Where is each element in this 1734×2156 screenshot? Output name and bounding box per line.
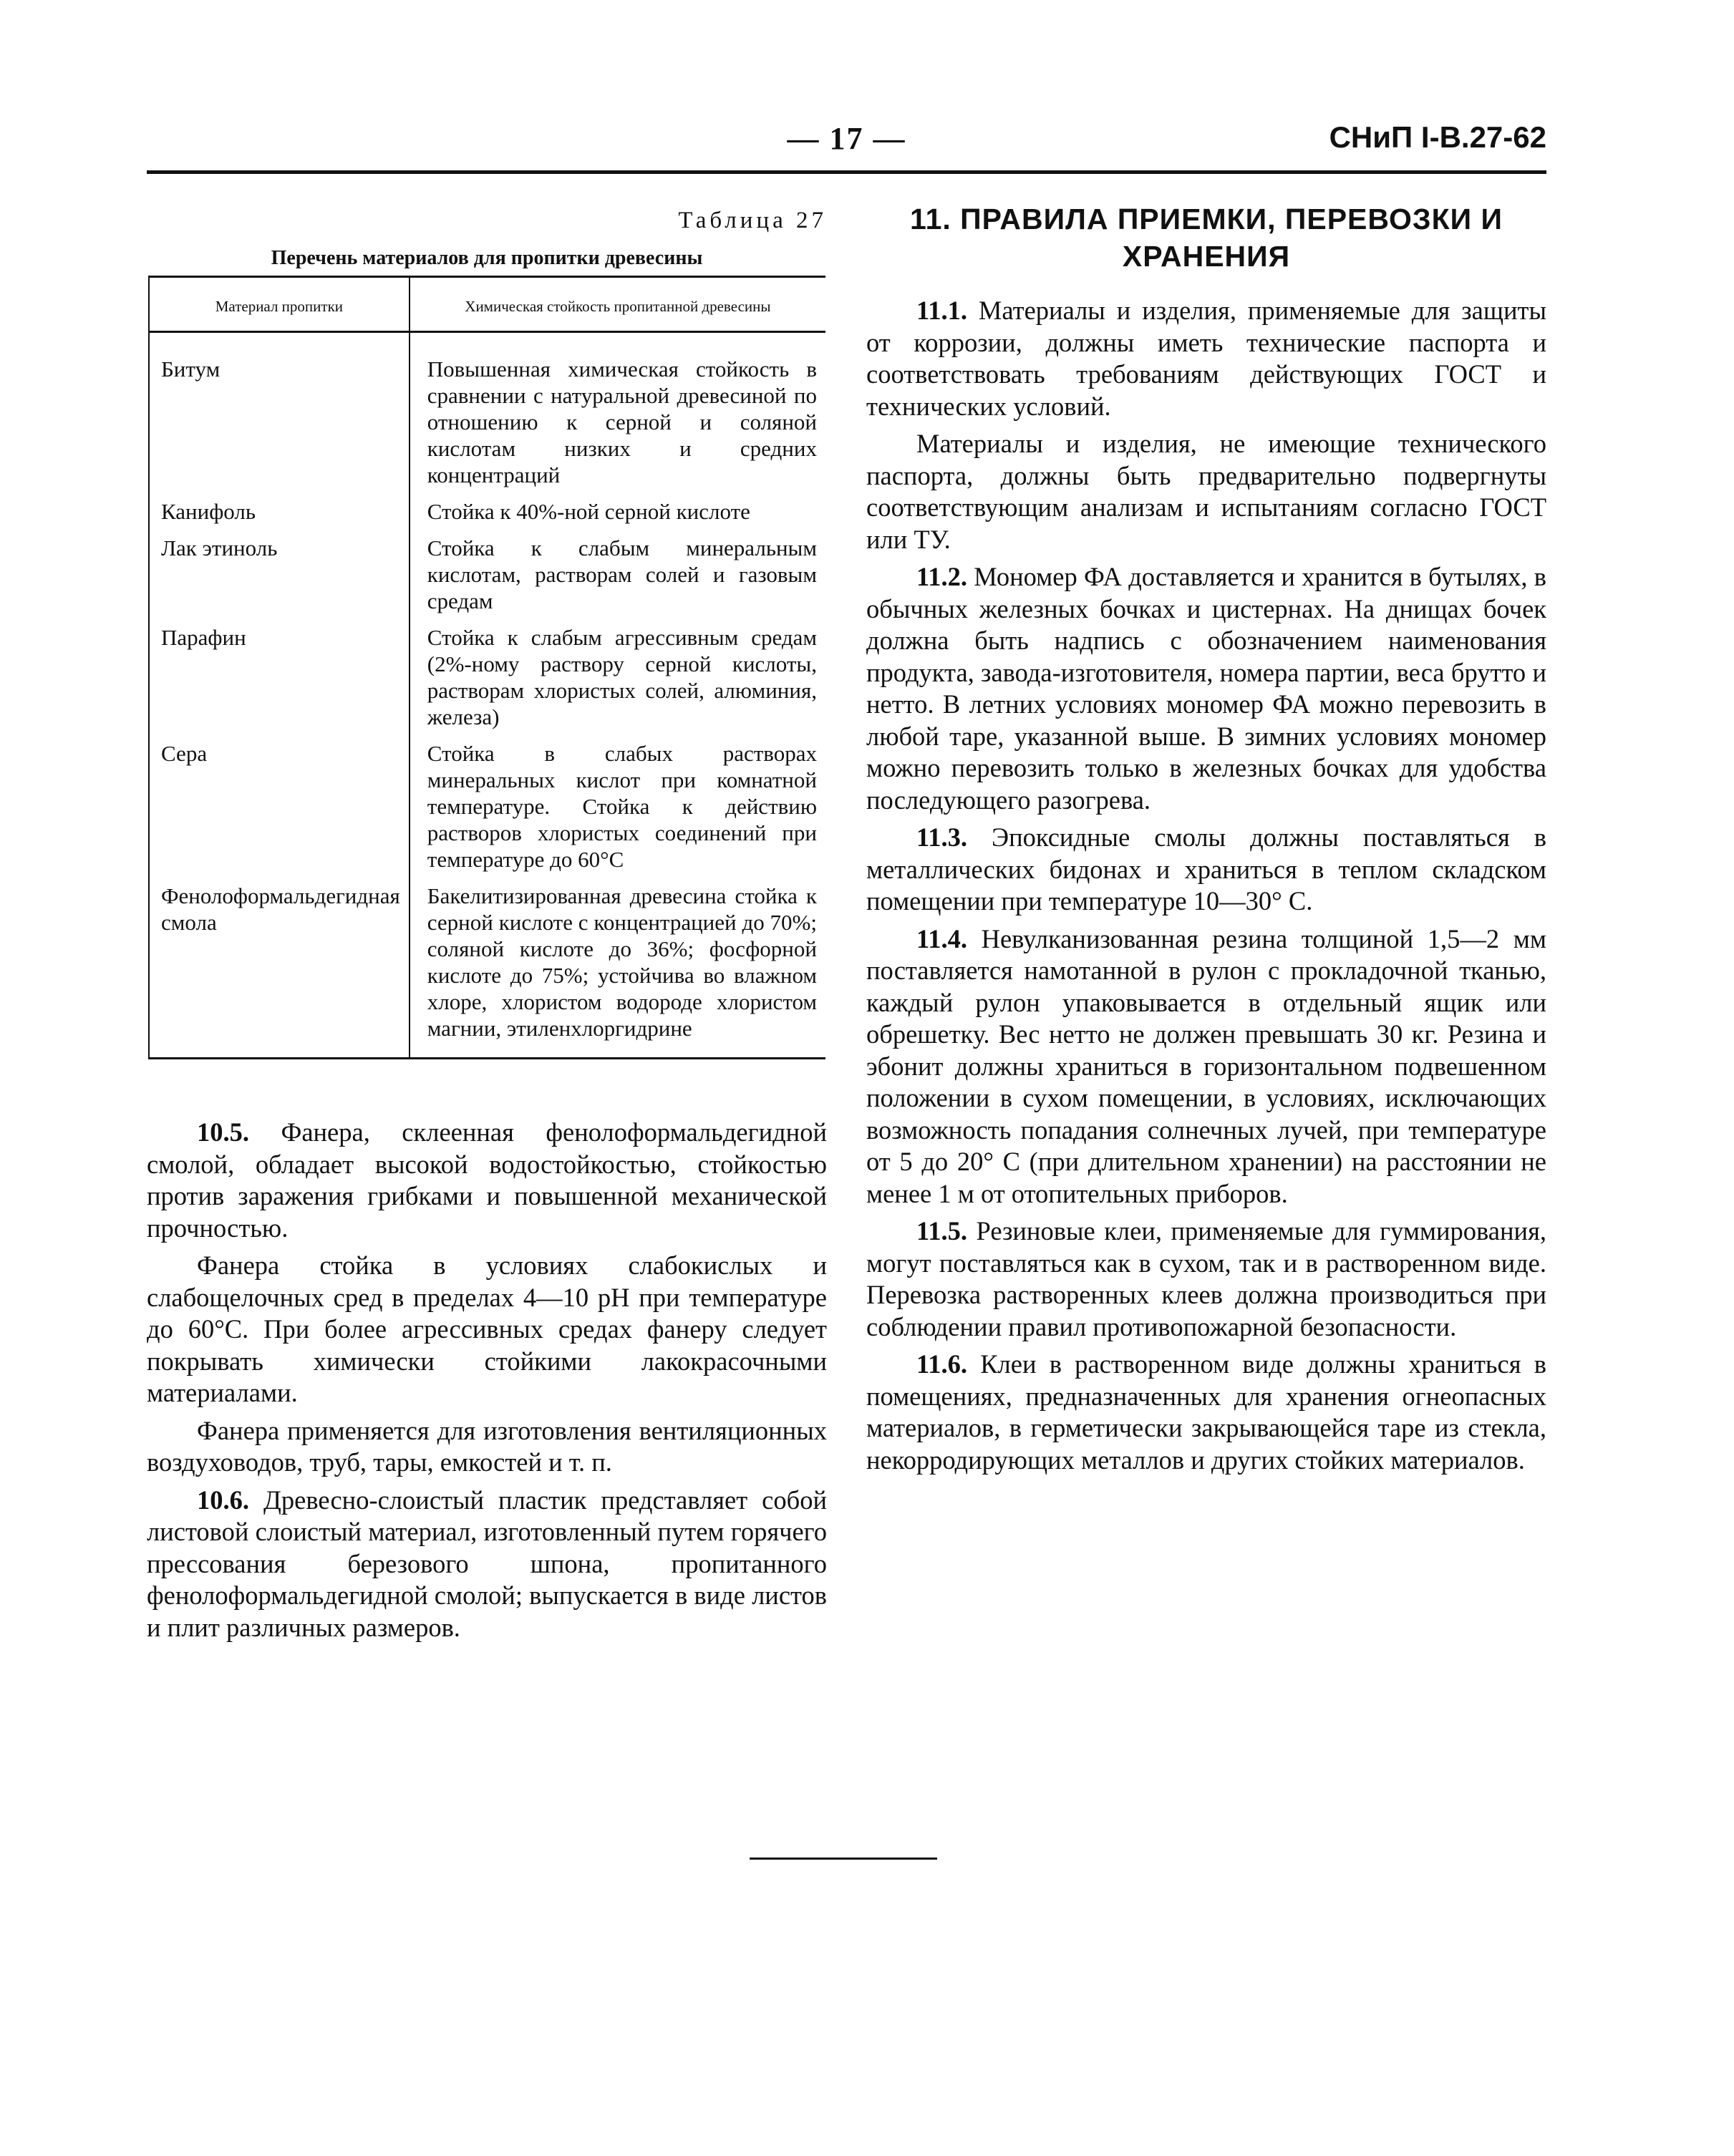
column-header-resistance: Химическая стойкость пропитанной древесины	[410, 277, 825, 332]
resistance-cell: Повышенная химическая стойкость в сравнении с натуральной древесиной по отношению к серной и соляной кислотам низких и средних концентраций	[427, 356, 817, 487]
paragraph-number: 11.1.	[916, 296, 967, 325]
paragraph-number: 11.6.	[916, 1349, 967, 1379]
paragraph-11-5	[866, 1215, 1546, 1343]
material-cell: Битум	[149, 332, 410, 499]
left-column	[147, 208, 827, 1649]
paragraph-number: 10.6.	[197, 1485, 249, 1515]
paragraph-no-passport	[866, 428, 1546, 555]
table-title: Перечень материалов для пропитки древесины	[271, 247, 703, 269]
paragraph-11-6	[866, 1349, 1546, 1476]
paragraph-11-3	[866, 822, 1546, 918]
page-header	[147, 120, 1546, 169]
paragraph-text: Клеи в растворенном виде должны храниться в помещениях, предназначенных для хранения огнеопасных материалов, в герметически закрывающейся таре из стекла, некорродирующих металлов и других стойких материалов.	[866, 1349, 1546, 1475]
paragraph-text: Эпоксидные смолы должны поставляться в металлических бидонах и храниться в теплом складском помещении при температуре 10—30° С.	[866, 822, 1546, 916]
table-header-row	[149, 277, 825, 332]
document-code: СНиП I-В.27-62	[1329, 120, 1546, 154]
paragraph-plywood-use	[147, 1415, 827, 1479]
paragraph-text: Фанера стойка в условиях слабокислых и слабощелочных сред в пределах 4—10 рН при температуре до 60°С. При более агрессивных средах фанеру следует покрывать химически стойкими лакокрасочными материалами.	[147, 1251, 827, 1407]
table-row	[149, 498, 825, 535]
right-column	[866, 200, 1546, 1482]
paragraph-11-4	[866, 923, 1546, 1210]
header-rule	[147, 170, 1546, 174]
table-row	[149, 740, 825, 883]
resistance-cell: Стойка в слабых растворах минеральных кислот при комнатной температуре. Стойка к действию растворов хлористых соединений при температуре до 60°С	[427, 741, 817, 872]
paragraph-number: 11.5.	[916, 1216, 967, 1245]
paragraph-10-6	[147, 1485, 827, 1644]
page-number: — 17 —	[787, 121, 906, 156]
end-rule	[750, 1858, 937, 1860]
materials-table	[148, 276, 825, 1059]
paragraph-text: Материалы и изделия, применяемые для защиты от коррозии, должны иметь технические паспорта и соответствовать требованиям действующих ГОСТ и технических условий.	[866, 296, 1546, 421]
paragraph-10-5	[147, 1117, 827, 1244]
table-caption: Таблица 27	[678, 208, 827, 233]
paragraph-11-2	[866, 561, 1546, 816]
paragraph-plywood-resistance	[147, 1250, 827, 1409]
material-cell: Парафин	[149, 624, 410, 740]
paragraph-number: 11.2.	[916, 562, 967, 591]
paragraph-text: Мономер ФА доставляется и хранится в бутылях, в обычных железных бочках и цистернах. На днищах бочек должна быть надпись с обозначением наименования продукта, завода-изготовителя, номера партии, веса брутто и нетто. В летних условиях мономер ФА можно перевозить в любой таре, указанной выше. В зимних условиях мономер можно перевозить только в железных бочках для удобства последующего разогрева.	[866, 562, 1546, 815]
table-row	[149, 883, 825, 1059]
column-header-material: Материал пропитки	[149, 277, 410, 332]
resistance-cell: Стойка к слабым минеральным кислотам, растворам солей и газовым средам	[427, 535, 817, 613]
resistance-cell: Стойка к слабым агрессивным средам (2%-ному раствору серной кислоты, растворам хлористых солей, алюминия, железа)	[427, 625, 817, 729]
paragraph-text: Резиновые клеи, применяемые для гуммирования, могут поставляться как в сухом, так и в растворенном виде. Перевозка растворенных клеев должна производиться при соблюдении правил противопожарной безопасности.	[866, 1216, 1546, 1341]
paragraph-text: Фанера, склеенная фенолоформальдегидной смолой, обладает высокой водостойкостью, стойкостью против заражения грибками и повышенной механической прочностью.	[147, 1117, 827, 1243]
material-cell: Лак этиноль	[149, 535, 410, 624]
paragraph-text: Фанера применяется для изготовления вентиляционных воздуховодов, труб, тары, емкостей и т. п.	[147, 1415, 827, 1477]
table-row	[149, 624, 825, 740]
paragraph-text: Древесно-слоистый пластик представляет собой листовой слоистый материал, изготовленный путем горячего прессования березового шпона, пропитанного фенолоформальдегидной смолой; выпускается в виде листов и плит различных размеров.	[147, 1485, 827, 1642]
paragraph-number: 10.5.	[197, 1117, 249, 1147]
section-title: 11. ПРАВИЛА ПРИЕМКИ, ПЕРЕВОЗКИ И ХРАНЕНИЯ	[910, 203, 1503, 273]
paragraph-number: 11.4.	[916, 923, 967, 953]
table-row	[149, 535, 825, 624]
material-cell: Фенолоформальдегидная смола	[149, 883, 410, 1059]
resistance-cell: Стойка к 40%-ной серной кислоте	[427, 499, 750, 524]
material-cell: Канифоль	[149, 498, 410, 535]
table-row	[149, 332, 825, 499]
material-cell: Сера	[149, 740, 410, 883]
paragraph-text: Невулканизованная резина толщиной 1,5—2 мм поставляется намотанной в рулон с прокладочной тканью, каждый рулон упаковывается в отдельный ящик или обрешетку. Вес нетто не должен превышать 30 кг. Резина и эбонит должны храниться в горизонтальном подвешенном положении в сухом помещении, в условиях, исключающих возможность попадания солнечных лучей, при температуре от 5 до 20° С (при длительном хранении) на расстоянии не менее 1 м от отопительных приборов.	[866, 923, 1546, 1208]
paragraph-11-1	[866, 295, 1546, 422]
resistance-cell: Бакелитизированная древесина стойка к серной кислоте с концентрацией до 70%; соляной кислоте до 36%; фосфорной кислоте до 75%; устойчива во влажном хлоре, хлористом водороде хлористом магнии, этиленхлоргидрине	[410, 883, 825, 1059]
paragraph-text: Материалы и изделия, не имеющие технического паспорта, должны быть предварительно подвергнуты соответствующим анализам и испытаниям согласно ГОСТ или ТУ.	[866, 429, 1546, 554]
paragraph-number: 11.3.	[916, 822, 967, 852]
